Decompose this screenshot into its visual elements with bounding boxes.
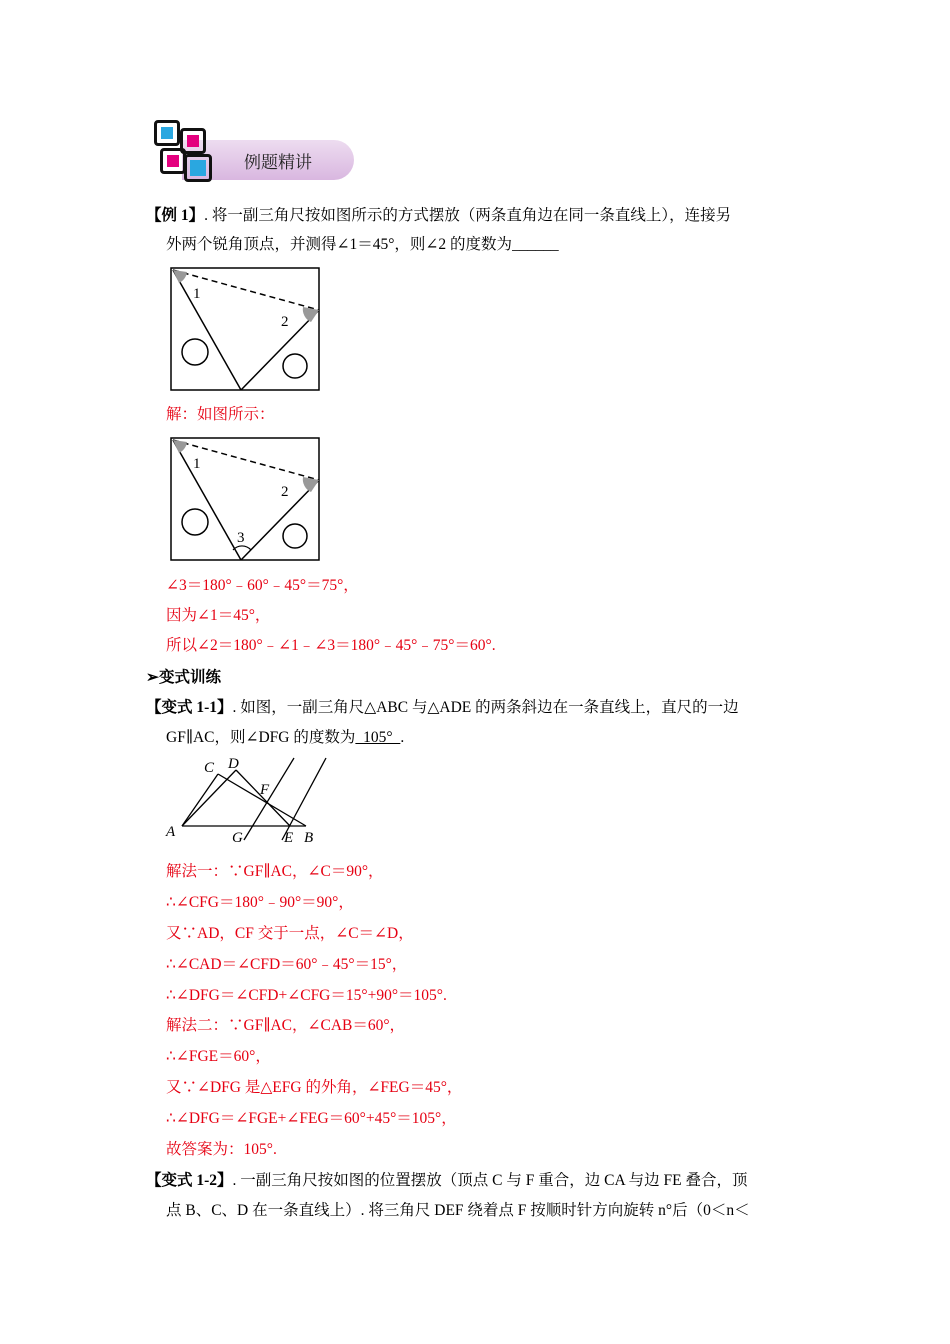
example1-line1 — [146, 206, 731, 226]
variant11-answer: 105° — [355, 729, 401, 746]
variant11-solution-line: 故答案为：105°. — [166, 1141, 277, 1158]
page-title: 例题精讲 — [244, 153, 312, 173]
example1-line2 — [166, 235, 559, 255]
angle-label-2: 2 — [281, 314, 289, 330]
variant11-line1 — [146, 698, 739, 718]
variant12-text1: . 一副三角尺按如图的位置摆放（顶点 C 与 F 重合，边 CA 与边 FE 叠合，顶 — [232, 1172, 748, 1189]
variant11-solution-line: ∴∠DFG＝∠FGE+∠FEG＝60°+45°＝105°， — [166, 1110, 457, 1127]
example1-text1: . 将一副三角尺按如图所示的方式摆放（两条直角边在同一条直线上），连接另 — [204, 207, 732, 224]
variant12-line1 — [146, 1171, 748, 1191]
variant11-solution-line: ∴∠CAD＝∠CFD＝60°﹣45°＝15°， — [166, 956, 408, 973]
point-label-D: D — [228, 756, 239, 772]
angle-label-3: 3 — [237, 530, 245, 546]
example1-solution-intro: 解：如图所示： — [166, 406, 275, 423]
section-heading: ➢变式训练 — [146, 669, 221, 686]
banner-square-icon — [154, 120, 180, 146]
point-label-F: F — [260, 782, 270, 798]
banner-square-icon — [184, 154, 212, 182]
point-label-G: G — [232, 830, 243, 846]
section-banner — [152, 118, 357, 188]
angle-label-1: 1 — [193, 456, 201, 472]
angle-label-1: 1 — [193, 286, 201, 302]
variant11-solution-line: 解法一：∵GF∥AC，∠C＝90°， — [166, 863, 384, 880]
answer-blank: ______ — [512, 236, 559, 253]
variant11-text2-end: . — [400, 729, 405, 746]
example1-solution-figure — [165, 432, 325, 564]
variant12-tag: 【变式 1-2】 — [146, 1172, 233, 1189]
variant11-text2: GF∥AC，则∠DFG 的度数为 — [166, 729, 356, 746]
variant11-text1: . 如图，一副三角尺△ABC 与△ADE 的两条斜边在一条直线上，直尺的一边 — [232, 699, 739, 716]
point-label-E: E — [284, 830, 294, 846]
point-label-C: C — [204, 760, 215, 776]
banner-square-icon — [160, 148, 186, 174]
variant11-solution-line: ∴∠CFG＝180°﹣90°＝90°， — [166, 894, 354, 911]
variant11-solution-line: ∴∠DFG＝∠CFD+∠CFG＝15°+90°＝105°. — [166, 987, 447, 1004]
angle-label-2: 2 — [281, 484, 289, 500]
variant11-tag: 【变式 1-1】 — [146, 699, 233, 716]
variant11-solution-line: 又∵∠DFG 是△EFG 的外角，∠FEG＝45°， — [166, 1079, 463, 1096]
example1-solution-line: 因为∠1＝45°， — [166, 607, 271, 624]
variant11-solution-line: ∴∠FGE＝60°， — [166, 1048, 271, 1065]
variant11-solution-line: 又∵AD，CF 交于一点，∠C＝∠D， — [166, 925, 414, 942]
point-label-A: A — [166, 824, 176, 840]
point-label-B: B — [304, 830, 314, 846]
variant11-figure — [160, 754, 340, 846]
example1-figure — [165, 262, 325, 394]
variant11-line2 — [166, 728, 404, 748]
variant12-line2: 点 B、C、D 在一条直线上）. 将三角尺 DEF 绕着点 F 按顺时针方向旋转 n°后（0＜n＜ — [166, 1202, 750, 1219]
example1-solution-line: ∠3＝180°﹣60°﹣45°＝75°， — [166, 577, 359, 594]
example1-tag: 【例 1】 — [146, 207, 205, 224]
variant11-solution-line: 解法二：∵GF∥AC，∠CAB＝60°， — [166, 1017, 406, 1034]
example1-text2: 外两个锐角顶点，并测得∠1＝45°，则∠2 的度数为 — [166, 236, 513, 253]
example1-solution-line: 所以∠2＝180°﹣∠1﹣∠3＝180°﹣45°﹣75°＝60°. — [166, 637, 496, 654]
